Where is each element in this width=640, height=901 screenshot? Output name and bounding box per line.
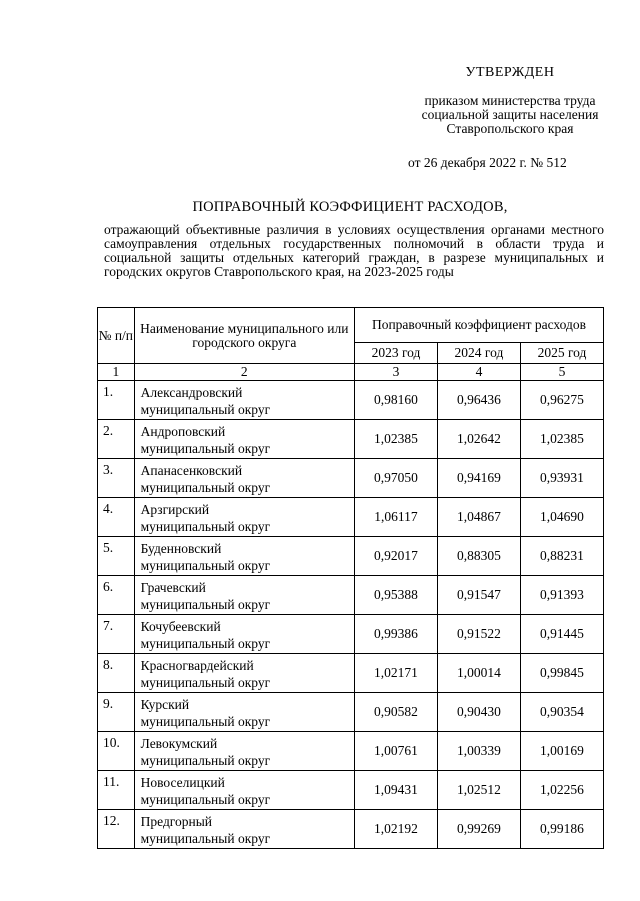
column-index: 4 [437, 364, 520, 381]
row-number: 5. [98, 537, 135, 576]
value-2024: 0,91547 [437, 576, 520, 615]
value-2024: 0,96436 [437, 381, 520, 420]
district-name-line-1: Александровский [140, 385, 243, 400]
table-row [98, 771, 604, 810]
district-name-line-1: Новоселицкий [140, 775, 225, 790]
district-name [134, 732, 354, 771]
approval-stamp [400, 66, 620, 170]
district-name-line-2: муниципальный округ [140, 597, 271, 612]
value-2025: 0,99186 [520, 810, 603, 849]
table-row [98, 420, 604, 459]
row-number: 4. [98, 498, 135, 537]
row-number: 6. [98, 576, 135, 615]
district-name-line-2: муниципальный округ [140, 480, 271, 495]
value-2024: 0,99269 [437, 810, 520, 849]
value-2023: 1,02192 [354, 810, 437, 849]
district-name-line-2: муниципальный округ [140, 519, 271, 534]
row-number: 1. [98, 381, 135, 420]
value-2025: 1,02256 [520, 771, 603, 810]
header-year-2023: 2023 год [354, 343, 437, 364]
value-2023: 0,98160 [354, 381, 437, 420]
value-2024: 1,02642 [437, 420, 520, 459]
value-2023: 1,09431 [354, 771, 437, 810]
column-index: 1 [98, 364, 135, 381]
value-2023: 1,02171 [354, 654, 437, 693]
value-2025: 0,93931 [520, 459, 603, 498]
value-2024: 0,91522 [437, 615, 520, 654]
district-name-line-1: Кочубеевский [140, 619, 221, 634]
value-2023: 1,02385 [354, 420, 437, 459]
district-name-line-2: муниципальный округ [140, 714, 271, 729]
header-number: № п/п [98, 308, 135, 364]
table-row [98, 693, 604, 732]
district-name-line-1: Красногвардейский [140, 658, 254, 673]
header-year-2024: 2024 год [437, 343, 520, 364]
value-2025: 1,00169 [520, 732, 603, 771]
value-2025: 0,90354 [520, 693, 603, 732]
value-2023: 1,06117 [354, 498, 437, 537]
approval-title: УТВЕРЖДЕН [465, 65, 555, 80]
column-index: 2 [134, 364, 354, 381]
district-name [134, 498, 354, 537]
district-name-line-1: Левокумский [140, 736, 218, 751]
row-number: 11. [98, 771, 135, 810]
table-row [98, 654, 604, 693]
district-name [134, 459, 354, 498]
value-2024: 0,88305 [437, 537, 520, 576]
district-name-line-2: муниципальный округ [140, 402, 271, 417]
district-name-line-1: Буденновский [140, 541, 222, 556]
column-index-row [98, 364, 604, 381]
value-2023: 1,00761 [354, 732, 437, 771]
district-name-line-1: Апанасенковский [140, 463, 243, 478]
document-title: ПОПРАВОЧНЫЙ КОЭФФИЦИЕНТ РАСХОДОВ, [192, 199, 508, 215]
district-name-line-1: Предгорный [140, 814, 213, 829]
value-2024: 1,00014 [437, 654, 520, 693]
table-row [98, 732, 604, 771]
approval-date: от 26 декабря 2022 г. № 512 [408, 155, 567, 170]
district-name-line-2: муниципальный округ [140, 441, 271, 456]
district-name [134, 810, 354, 849]
value-2023: 0,99386 [354, 615, 437, 654]
district-name-line-1: Грачевский [140, 580, 206, 595]
coefficient-table [97, 307, 604, 849]
value-2025: 0,99845 [520, 654, 603, 693]
value-2025: 0,96275 [520, 381, 603, 420]
row-number: 2. [98, 420, 135, 459]
district-name-line-2: муниципальный округ [140, 636, 271, 651]
district-name-line-1: Андроповский [140, 424, 226, 439]
district-name-line-2: муниципальный округ [140, 558, 271, 573]
district-name-line-1: Курский [140, 697, 190, 712]
district-name [134, 420, 354, 459]
value-2025: 0,91445 [520, 615, 603, 654]
value-2025: 1,04690 [520, 498, 603, 537]
district-name-line-1: Арзгирский [140, 502, 210, 517]
value-2023: 0,97050 [354, 459, 437, 498]
column-index: 5 [520, 364, 603, 381]
approval-line-3: Ставропольского края [446, 121, 574, 136]
document-description: отражающий объективные различия в условиях осуществления органами местного самоуправления отдельных государственных полномочий в области труда и социальной защиты отдельных категорий граждан, в разрезе муниципальных и городских округов Ставропольского края, на 2023-2025 годы [104, 222, 604, 279]
approval-line-2: социальной защиты населения [421, 107, 599, 122]
value-2024: 0,94169 [437, 459, 520, 498]
row-number: 8. [98, 654, 135, 693]
column-index: 3 [354, 364, 437, 381]
header-name: Наименование муниципального или городского округа [134, 308, 354, 364]
district-name [134, 537, 354, 576]
value-2023: 0,92017 [354, 537, 437, 576]
district-name [134, 654, 354, 693]
row-number: 9. [98, 693, 135, 732]
value-2024: 1,02512 [437, 771, 520, 810]
approval-line-1: приказом министерства труда [424, 93, 596, 108]
table-row [98, 810, 604, 849]
value-2023: 0,90582 [354, 693, 437, 732]
district-name-line-2: муниципальный округ [140, 753, 271, 768]
district-name [134, 693, 354, 732]
row-number: 7. [98, 615, 135, 654]
row-number: 3. [98, 459, 135, 498]
row-number: 10. [98, 732, 135, 771]
value-2024: 0,90430 [437, 693, 520, 732]
value-2023: 0,95388 [354, 576, 437, 615]
district-name-line-2: муниципальный округ [140, 831, 271, 846]
district-name-line-2: муниципальный округ [140, 792, 271, 807]
table-row [98, 381, 604, 420]
header-year-2025: 2025 год [520, 343, 603, 364]
value-2024: 1,00339 [437, 732, 520, 771]
row-number: 12. [98, 810, 135, 849]
value-2025: 0,88231 [520, 537, 603, 576]
table-row [98, 576, 604, 615]
header-coefficient-group: Поправочный коэффициент расходов [354, 308, 603, 343]
district-name [134, 615, 354, 654]
table-row [98, 498, 604, 537]
district-name-line-2: муниципальный округ [140, 675, 271, 690]
value-2024: 1,04867 [437, 498, 520, 537]
district-name [134, 771, 354, 810]
table-row [98, 615, 604, 654]
value-2025: 0,91393 [520, 576, 603, 615]
district-name [134, 381, 354, 420]
value-2025: 1,02385 [520, 420, 603, 459]
district-name [134, 576, 354, 615]
table-row [98, 537, 604, 576]
table-row [98, 459, 604, 498]
